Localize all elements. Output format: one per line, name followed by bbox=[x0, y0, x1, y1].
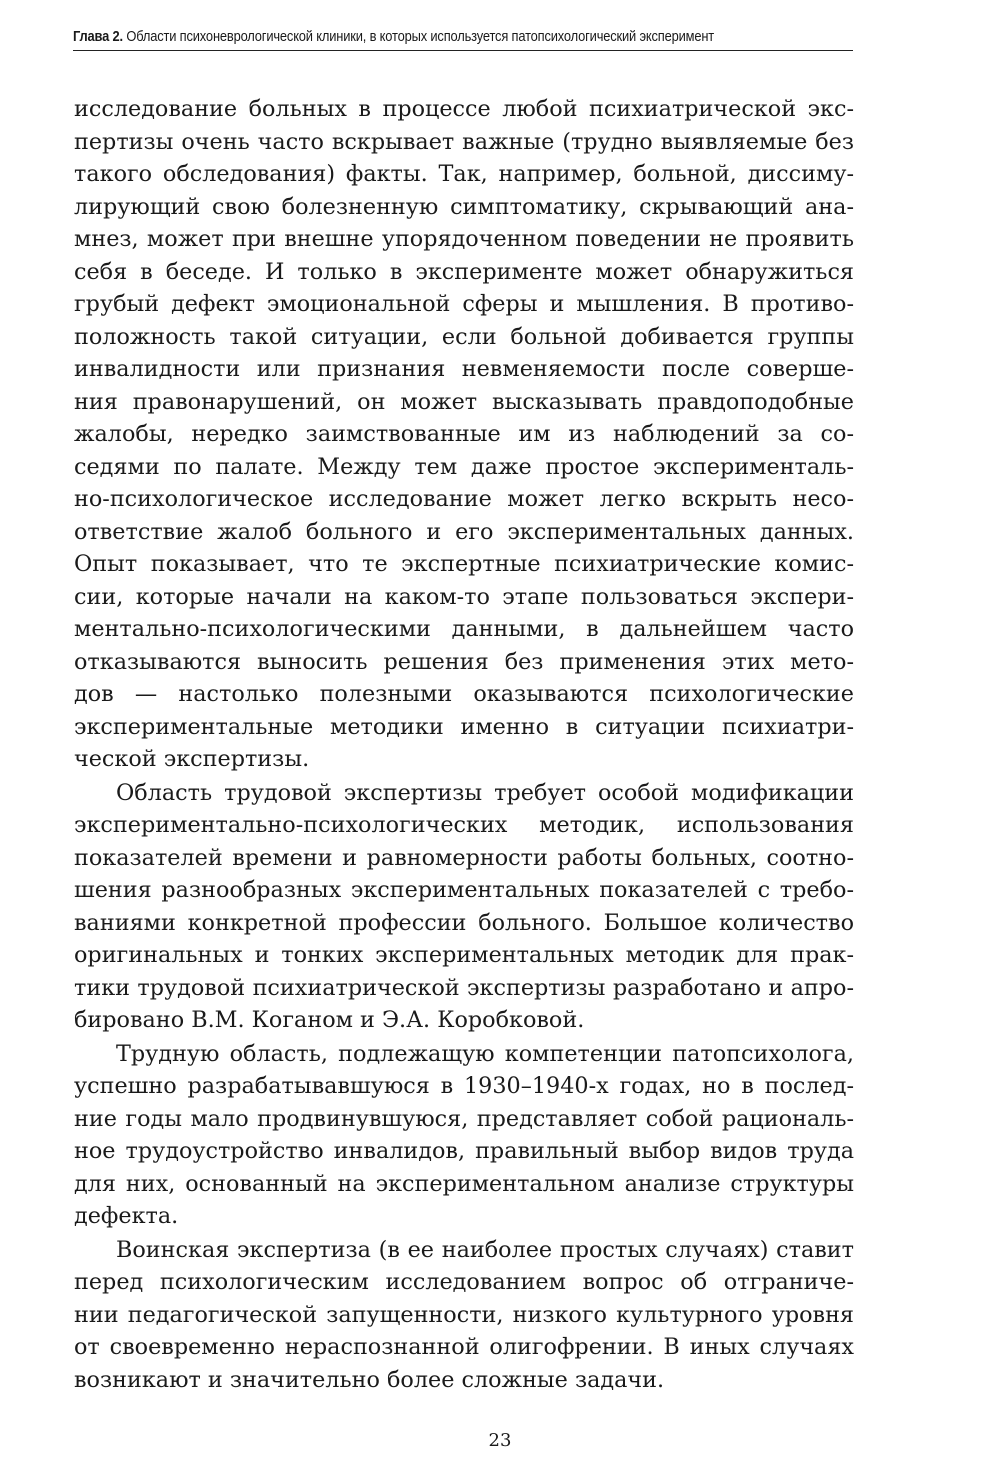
text-line: экспериментально-психологических методик, использования bbox=[74, 812, 854, 838]
text-line: мнез, может при внешне упорядоченном поведении не проявить bbox=[74, 226, 854, 252]
text-line: Воинская экспертиза (в ее наиболее простых случаях) ставит bbox=[116, 1236, 854, 1263]
text-line: положность такой ситуации, если больной добивается группы bbox=[74, 323, 854, 350]
text-line: шения разнообразных экспериментальных показателей с требо- bbox=[74, 877, 854, 903]
text-line: ние годы мало продвинувшуюся, представляет собой рациональ- bbox=[74, 1105, 854, 1132]
text-line: седями по палате. Между тем даже простое эксперименталь- bbox=[74, 453, 854, 480]
text-line: бировано В.М. Коганом и Э.А. Коробковой. bbox=[74, 1007, 585, 1033]
text-line: исследование больных в процессе любой психиатрической экс- bbox=[74, 96, 854, 122]
text-line: Опыт показывает, что те экспертные психиатрические комис- bbox=[74, 551, 854, 577]
text-line: дефекта. bbox=[74, 1203, 179, 1229]
text-line: но-психологическое исследование может легко вскрыть несо- bbox=[74, 486, 854, 512]
paragraph bbox=[74, 777, 854, 1037]
text-line: грубый дефект эмоциональной сферы и мышления. В противо- bbox=[74, 291, 854, 317]
text-line: для них, основанный на экспериментальном анализе структуры bbox=[74, 1170, 854, 1197]
text-line: ческой экспертизы. bbox=[74, 746, 310, 772]
paragraph bbox=[74, 1234, 854, 1397]
paragraph bbox=[74, 93, 854, 776]
text-line: ное трудоустройство инвалидов, правильный выбор видов труда bbox=[74, 1138, 854, 1164]
text-line: инвалидности или признания невменяемости после соверше- bbox=[74, 356, 854, 382]
text-line: показателей времени и равномерности работы больных, соотно- bbox=[74, 844, 854, 871]
text-line: ментально-психологическими данными, в дальнейшем часто bbox=[74, 616, 854, 642]
header-rule bbox=[73, 50, 853, 51]
text-line: от своевременно нераспознанной олигофрении. В иных случаях bbox=[74, 1334, 854, 1360]
text-line: пертизы очень часто вскрывает важные (трудно выявляемые без bbox=[74, 128, 854, 155]
text-line: тики трудовой психиатрической экспертизы разработано и апро- bbox=[74, 974, 854, 1001]
text-line: отказываются выносить решения без применения этих мето- bbox=[74, 648, 854, 675]
text-line: нии педагогической запущенности, низкого культурного уровня bbox=[74, 1301, 854, 1328]
text-line: жалобы, нередко заимствованные им из наблюдений за со- bbox=[74, 421, 854, 447]
text-line: перед психологическим исследованием вопрос об отграниче- bbox=[74, 1269, 854, 1295]
text-line: экспериментальные методики именно в ситуации психиатри- bbox=[74, 713, 854, 740]
text-line: ответствие жалоб больного и его экспериментальных данных. bbox=[74, 518, 854, 545]
text-line: Трудную область, подлежащую компетенции патопсихолога, bbox=[116, 1040, 854, 1067]
page-number: 23 bbox=[488, 1430, 512, 1451]
text-line: возникают и значительно более сложные задачи. bbox=[74, 1366, 665, 1393]
text-line: себя в беседе. И только в эксперименте может обнаружиться bbox=[74, 258, 854, 285]
text-line: ния правонарушений, он может высказывать правдоподобные bbox=[74, 388, 854, 415]
text-line: успешно разрабатывавшуюся в 1930–1940-х годах, но в послед- bbox=[74, 1073, 854, 1099]
body-text bbox=[74, 93, 854, 1396]
paragraph bbox=[74, 1038, 854, 1233]
chapter-label: Глава 2. bbox=[73, 28, 123, 45]
running-head bbox=[73, 28, 744, 45]
text-line: такого обследования) факты. Так, например, больной, диссиму- bbox=[74, 161, 854, 187]
text-line: сии, которые начали на каком-то этапе пользоваться экспери- bbox=[74, 583, 854, 610]
text-line: оригинальных и тонких экспериментальных методик для прак- bbox=[74, 942, 854, 968]
chapter-title: Области психоневрологической клиники, в которых используется патопсихологический эксперимент bbox=[126, 28, 715, 45]
text-line: дов — настолько полезными оказываются психологические bbox=[74, 681, 854, 707]
text-line: лирующий свою болезненную симптоматику, скрывающий ана- bbox=[74, 193, 854, 220]
text-line: ваниями конкретной профессии больного. Большое количество bbox=[74, 909, 854, 936]
text-line: Область трудовой экспертизы требует особой модификации bbox=[116, 779, 854, 806]
